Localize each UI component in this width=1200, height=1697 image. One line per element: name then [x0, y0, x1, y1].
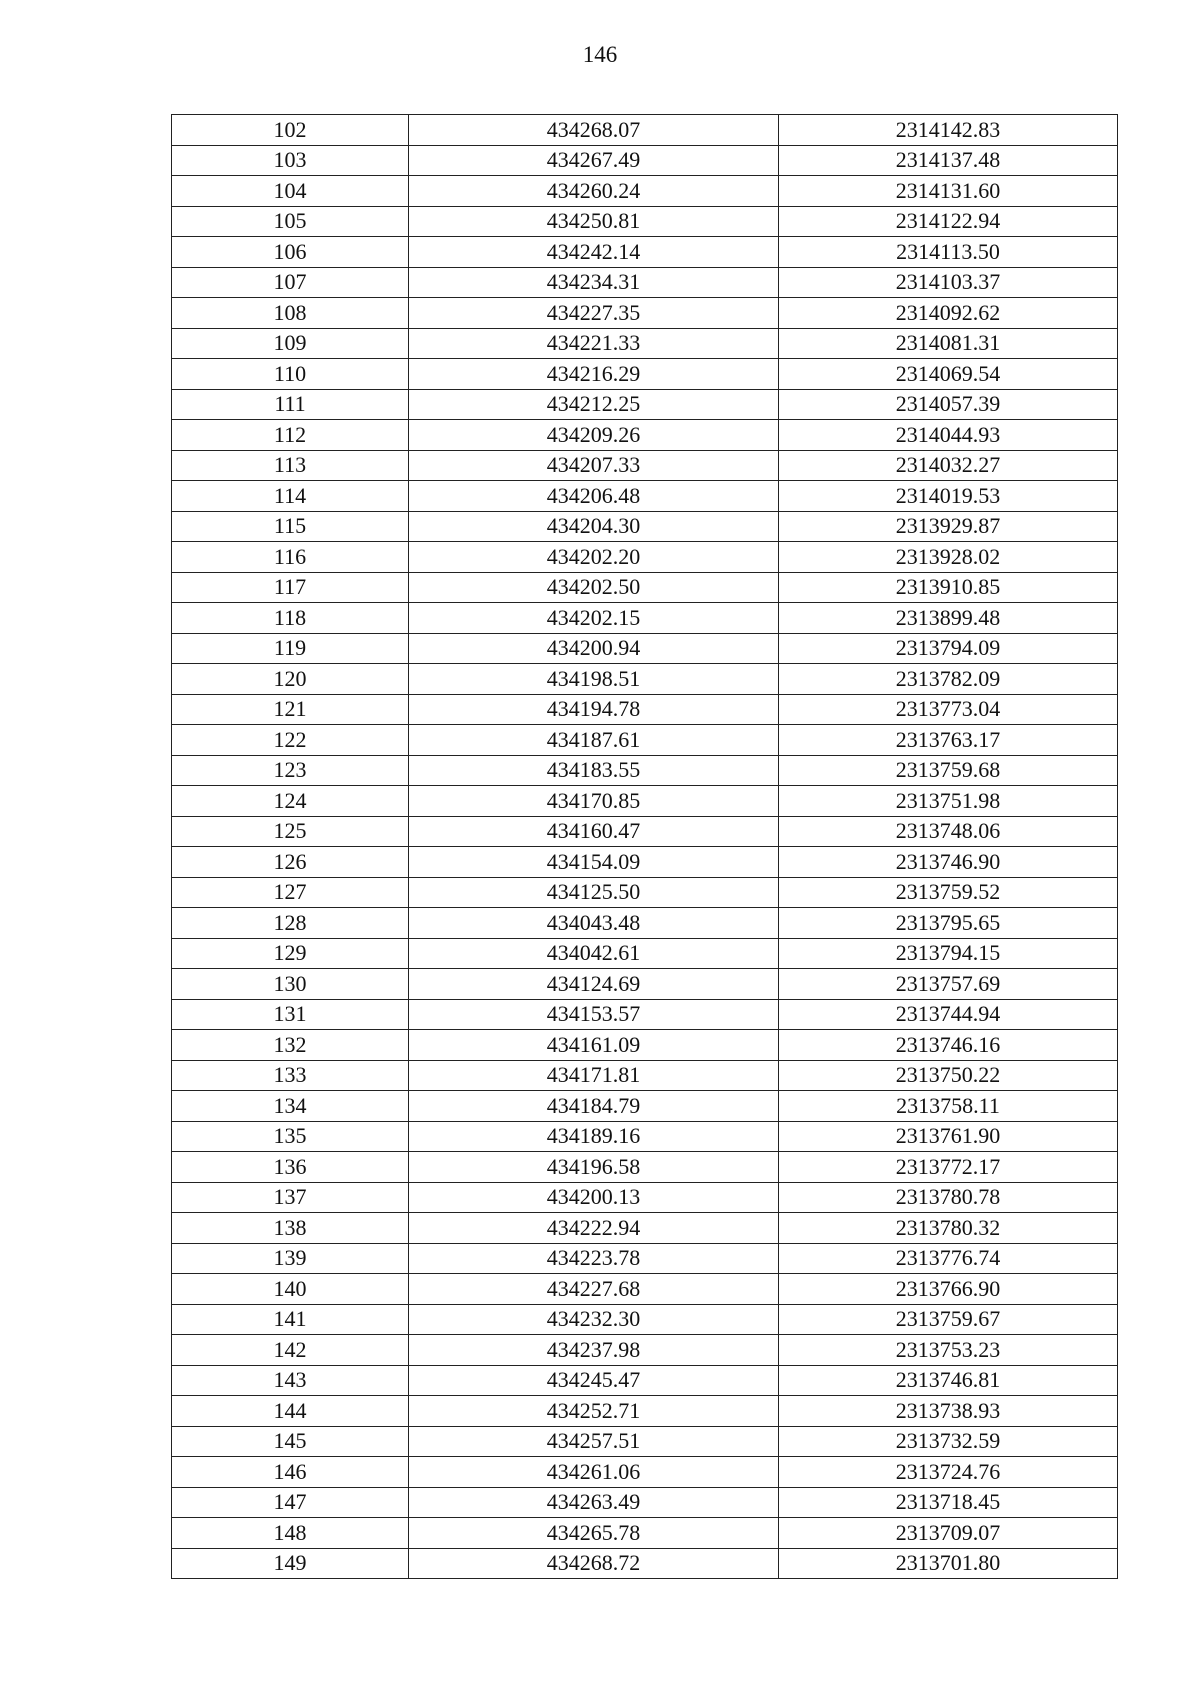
table-row [172, 1121, 1118, 1152]
table-row [172, 267, 1118, 298]
point-number-cell: 149 [172, 1548, 409, 1579]
table-row [172, 1457, 1118, 1488]
y-coordinate-cell: 2314032.27 [779, 450, 1118, 481]
x-coordinate-cell: 434154.09 [409, 847, 779, 878]
y-coordinate-cell: 2314044.93 [779, 420, 1118, 451]
y-coordinate-cell: 2313910.85 [779, 572, 1118, 603]
x-coordinate-cell: 434245.47 [409, 1365, 779, 1396]
point-number-cell: 111 [172, 389, 409, 420]
x-coordinate-cell: 434202.50 [409, 572, 779, 603]
point-number-cell: 108 [172, 298, 409, 329]
point-number-cell: 115 [172, 511, 409, 542]
table-row [172, 359, 1118, 390]
point-number-cell: 140 [172, 1274, 409, 1305]
point-number-cell: 135 [172, 1121, 409, 1152]
table-row [172, 1335, 1118, 1366]
y-coordinate-cell: 2313772.17 [779, 1152, 1118, 1183]
x-coordinate-cell: 434043.48 [409, 908, 779, 939]
y-coordinate-cell: 2313794.09 [779, 633, 1118, 664]
point-number-cell: 122 [172, 725, 409, 756]
table-row [172, 1518, 1118, 1549]
y-coordinate-cell: 2313758.11 [779, 1091, 1118, 1122]
x-coordinate-cell: 434227.68 [409, 1274, 779, 1305]
x-coordinate-cell: 434202.20 [409, 542, 779, 573]
point-number-cell: 134 [172, 1091, 409, 1122]
point-number-cell: 123 [172, 755, 409, 786]
x-coordinate-cell: 434183.55 [409, 755, 779, 786]
x-coordinate-cell: 434209.26 [409, 420, 779, 451]
table-row [172, 755, 1118, 786]
point-number-cell: 106 [172, 237, 409, 268]
point-number-cell: 120 [172, 664, 409, 695]
point-number-cell: 142 [172, 1335, 409, 1366]
table-row [172, 389, 1118, 420]
x-coordinate-cell: 434153.57 [409, 999, 779, 1030]
table-row [172, 847, 1118, 878]
y-coordinate-cell: 2313701.80 [779, 1548, 1118, 1579]
x-coordinate-cell: 434268.72 [409, 1548, 779, 1579]
table-row [172, 1091, 1118, 1122]
x-coordinate-cell: 434200.13 [409, 1182, 779, 1213]
x-coordinate-cell: 434223.78 [409, 1243, 779, 1274]
table-row [172, 237, 1118, 268]
y-coordinate-cell: 2313709.07 [779, 1518, 1118, 1549]
point-number-cell: 128 [172, 908, 409, 939]
table-row [172, 542, 1118, 573]
table-row [172, 481, 1118, 512]
point-number-cell: 107 [172, 267, 409, 298]
y-coordinate-cell: 2314069.54 [779, 359, 1118, 390]
coordinates-table [171, 114, 1118, 1579]
y-coordinate-cell: 2313746.16 [779, 1030, 1118, 1061]
point-number-cell: 119 [172, 633, 409, 664]
table-row [172, 572, 1118, 603]
x-coordinate-cell: 434227.35 [409, 298, 779, 329]
y-coordinate-cell: 2313776.74 [779, 1243, 1118, 1274]
point-number-cell: 137 [172, 1182, 409, 1213]
table-row [172, 816, 1118, 847]
x-coordinate-cell: 434170.85 [409, 786, 779, 817]
y-coordinate-cell: 2313780.78 [779, 1182, 1118, 1213]
x-coordinate-cell: 434125.50 [409, 877, 779, 908]
y-coordinate-cell: 2313753.23 [779, 1335, 1118, 1366]
table-row [172, 328, 1118, 359]
x-coordinate-cell: 434261.06 [409, 1457, 779, 1488]
point-number-cell: 138 [172, 1213, 409, 1244]
x-coordinate-cell: 434204.30 [409, 511, 779, 542]
point-number-cell: 110 [172, 359, 409, 390]
x-coordinate-cell: 434196.58 [409, 1152, 779, 1183]
table-row [172, 603, 1118, 634]
point-number-cell: 139 [172, 1243, 409, 1274]
y-coordinate-cell: 2313759.68 [779, 755, 1118, 786]
table-row [172, 145, 1118, 176]
point-number-cell: 129 [172, 938, 409, 969]
x-coordinate-cell: 434250.81 [409, 206, 779, 237]
point-number-cell: 112 [172, 420, 409, 451]
point-number-cell: 117 [172, 572, 409, 603]
x-coordinate-cell: 434237.98 [409, 1335, 779, 1366]
point-number-cell: 141 [172, 1304, 409, 1335]
x-coordinate-cell: 434263.49 [409, 1487, 779, 1518]
point-number-cell: 144 [172, 1396, 409, 1427]
table-row [172, 1365, 1118, 1396]
y-coordinate-cell: 2313795.65 [779, 908, 1118, 939]
table-row [172, 1426, 1118, 1457]
table-row [172, 1182, 1118, 1213]
y-coordinate-cell: 2313763.17 [779, 725, 1118, 756]
point-number-cell: 118 [172, 603, 409, 634]
table-row [172, 725, 1118, 756]
point-number-cell: 121 [172, 694, 409, 725]
point-number-cell: 104 [172, 176, 409, 207]
point-number-cell: 146 [172, 1457, 409, 1488]
table-row [172, 908, 1118, 939]
point-number-cell: 102 [172, 115, 409, 146]
x-coordinate-cell: 434232.30 [409, 1304, 779, 1335]
y-coordinate-cell: 2313773.04 [779, 694, 1118, 725]
y-coordinate-cell: 2313748.06 [779, 816, 1118, 847]
y-coordinate-cell: 2313718.45 [779, 1487, 1118, 1518]
y-coordinate-cell: 2313759.67 [779, 1304, 1118, 1335]
x-coordinate-cell: 434222.94 [409, 1213, 779, 1244]
x-coordinate-cell: 434124.69 [409, 969, 779, 1000]
y-coordinate-cell: 2313766.90 [779, 1274, 1118, 1305]
table-row [172, 877, 1118, 908]
x-coordinate-cell: 434260.24 [409, 176, 779, 207]
point-number-cell: 145 [172, 1426, 409, 1457]
point-number-cell: 113 [172, 450, 409, 481]
point-number-cell: 109 [172, 328, 409, 359]
x-coordinate-cell: 434198.51 [409, 664, 779, 695]
x-coordinate-cell: 434200.94 [409, 633, 779, 664]
table-row [172, 694, 1118, 725]
y-coordinate-cell: 2313746.90 [779, 847, 1118, 878]
x-coordinate-cell: 434206.48 [409, 481, 779, 512]
x-coordinate-cell: 434042.61 [409, 938, 779, 969]
point-number-cell: 105 [172, 206, 409, 237]
x-coordinate-cell: 434267.49 [409, 145, 779, 176]
point-number-cell: 130 [172, 969, 409, 1000]
x-coordinate-cell: 434252.71 [409, 1396, 779, 1427]
point-number-cell: 136 [172, 1152, 409, 1183]
point-number-cell: 143 [172, 1365, 409, 1396]
x-coordinate-cell: 434265.78 [409, 1518, 779, 1549]
y-coordinate-cell: 2313899.48 [779, 603, 1118, 634]
y-coordinate-cell: 2314057.39 [779, 389, 1118, 420]
table-row [172, 1487, 1118, 1518]
table-row [172, 969, 1118, 1000]
table-row [172, 1274, 1118, 1305]
x-coordinate-cell: 434268.07 [409, 115, 779, 146]
x-coordinate-cell: 434202.15 [409, 603, 779, 634]
point-number-cell: 147 [172, 1487, 409, 1518]
point-number-cell: 148 [172, 1518, 409, 1549]
x-coordinate-cell: 434207.33 [409, 450, 779, 481]
y-coordinate-cell: 2314019.53 [779, 481, 1118, 512]
y-coordinate-cell: 2314122.94 [779, 206, 1118, 237]
point-number-cell: 131 [172, 999, 409, 1030]
y-coordinate-cell: 2314081.31 [779, 328, 1118, 359]
x-coordinate-cell: 434171.81 [409, 1060, 779, 1091]
x-coordinate-cell: 434242.14 [409, 237, 779, 268]
point-number-cell: 127 [172, 877, 409, 908]
table-body [172, 115, 1118, 1579]
y-coordinate-cell: 2313757.69 [779, 969, 1118, 1000]
point-number-cell: 116 [172, 542, 409, 573]
table-row [172, 1060, 1118, 1091]
y-coordinate-cell: 2313750.22 [779, 1060, 1118, 1091]
table-row [172, 999, 1118, 1030]
table-row [172, 450, 1118, 481]
x-coordinate-cell: 434184.79 [409, 1091, 779, 1122]
point-number-cell: 114 [172, 481, 409, 512]
table-row [172, 1243, 1118, 1274]
x-coordinate-cell: 434161.09 [409, 1030, 779, 1061]
x-coordinate-cell: 434212.25 [409, 389, 779, 420]
y-coordinate-cell: 2313759.52 [779, 877, 1118, 908]
y-coordinate-cell: 2313746.81 [779, 1365, 1118, 1396]
point-number-cell: 126 [172, 847, 409, 878]
table-row [172, 1030, 1118, 1061]
x-coordinate-cell: 434160.47 [409, 816, 779, 847]
table-row [172, 1213, 1118, 1244]
point-number-cell: 125 [172, 816, 409, 847]
y-coordinate-cell: 2313732.59 [779, 1426, 1118, 1457]
point-number-cell: 124 [172, 786, 409, 817]
x-coordinate-cell: 434234.31 [409, 267, 779, 298]
table-row [172, 633, 1118, 664]
x-coordinate-cell: 434257.51 [409, 1426, 779, 1457]
y-coordinate-cell: 2314131.60 [779, 176, 1118, 207]
y-coordinate-cell: 2314113.50 [779, 237, 1118, 268]
y-coordinate-cell: 2313744.94 [779, 999, 1118, 1030]
x-coordinate-cell: 434187.61 [409, 725, 779, 756]
point-number-cell: 133 [172, 1060, 409, 1091]
y-coordinate-cell: 2314103.37 [779, 267, 1118, 298]
table-row [172, 1304, 1118, 1335]
point-number-cell: 103 [172, 145, 409, 176]
table-row [172, 511, 1118, 542]
x-coordinate-cell: 434189.16 [409, 1121, 779, 1152]
page-number: 146 [582, 42, 618, 67]
table-row [172, 206, 1118, 237]
table-row [172, 176, 1118, 207]
table-row [172, 115, 1118, 146]
y-coordinate-cell: 2314142.83 [779, 115, 1118, 146]
y-coordinate-cell: 2313738.93 [779, 1396, 1118, 1427]
point-number-cell: 132 [172, 1030, 409, 1061]
y-coordinate-cell: 2313751.98 [779, 786, 1118, 817]
x-coordinate-cell: 434194.78 [409, 694, 779, 725]
table-row [172, 420, 1118, 451]
y-coordinate-cell: 2314137.48 [779, 145, 1118, 176]
table-row [172, 786, 1118, 817]
y-coordinate-cell: 2313780.32 [779, 1213, 1118, 1244]
table-row [172, 298, 1118, 329]
table-row [172, 1396, 1118, 1427]
x-coordinate-cell: 434216.29 [409, 359, 779, 390]
y-coordinate-cell: 2313794.15 [779, 938, 1118, 969]
table-row [172, 938, 1118, 969]
table-row [172, 664, 1118, 695]
y-coordinate-cell: 2313929.87 [779, 511, 1118, 542]
table-row [172, 1548, 1118, 1579]
y-coordinate-cell: 2313782.09 [779, 664, 1118, 695]
y-coordinate-cell: 2314092.62 [779, 298, 1118, 329]
y-coordinate-cell: 2313928.02 [779, 542, 1118, 573]
table-row [172, 1152, 1118, 1183]
y-coordinate-cell: 2313761.90 [779, 1121, 1118, 1152]
y-coordinate-cell: 2313724.76 [779, 1457, 1118, 1488]
x-coordinate-cell: 434221.33 [409, 328, 779, 359]
